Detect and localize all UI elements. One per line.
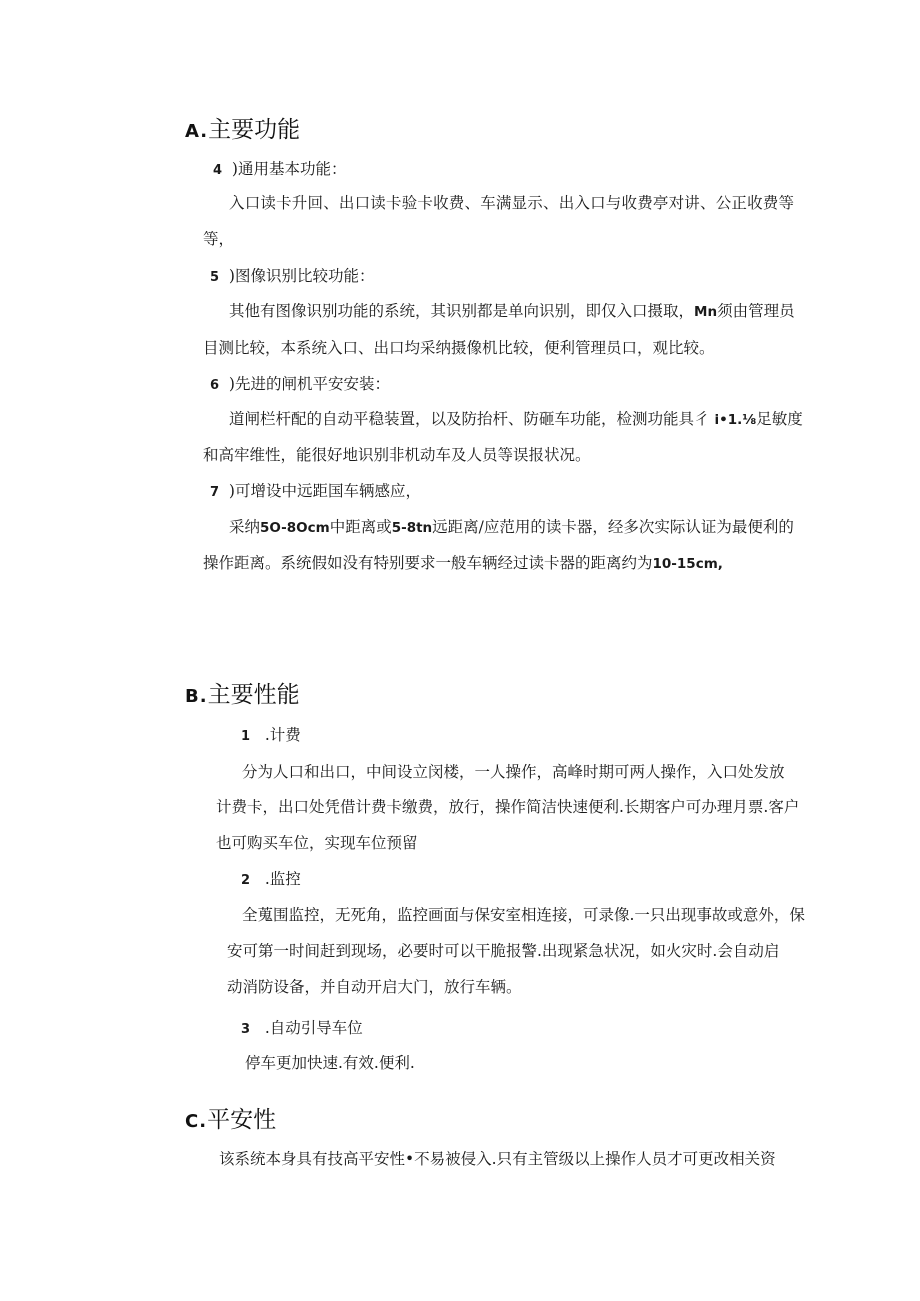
paragraph-line: 计费卡，出口处凭借计费卡缴费，放行，操作简洁快速便利.长期客户可办理月票.客户 [216, 798, 800, 816]
text-run: 10-15cm, [652, 556, 723, 572]
paragraph-line [203, 551, 723, 573]
section-b-heading [185, 676, 300, 709]
item-number: 6 [210, 378, 220, 393]
paragraph-line [229, 299, 795, 321]
text-run: 采纳 [229, 518, 261, 536]
item-a4 [213, 157, 346, 179]
item-b3 [241, 1016, 363, 1038]
paragraph-line: 目测比较，本系统入口、出口均采纳摄像机比较，便利管理员口，观比较。 [203, 339, 715, 357]
item-title: )通用基本功能： [231, 160, 347, 178]
paragraph-line: 也可购买车位，实现车位预留 [216, 834, 418, 852]
item-number: 7 [210, 485, 220, 500]
text-run: 5O-8Ocm [260, 520, 330, 536]
section-c-title: 平安性 [207, 1107, 277, 1133]
paragraph-line: 安可第一时间赶到现场，必要时可以干脆报警.出现紧急状况，如火灾时.会自动启 [227, 942, 780, 960]
text-run: 中距离或 [329, 518, 392, 536]
text-run: 操作距离。系统假如没有特别要求一般车辆经过读卡器的距离约为 [203, 554, 653, 572]
paragraph-line: 入口读卡升回、出口读卡验卡收费、车满显示、出入口与收费亭对讲、公正收费等 [229, 194, 795, 212]
item-number: 3 [241, 1022, 251, 1037]
section-a-heading [185, 111, 300, 144]
text-run: 须由管理员 [717, 302, 795, 320]
item-a6 [210, 372, 390, 394]
text-run: 远距离/应范用的读卡器，经多次实际认证为最便利的 [432, 518, 794, 536]
paragraph-line: 分为人口和出口，中间设立闵楼，一人操作，高峰时期可两人操作，入口处发放 [242, 763, 785, 781]
item-title: .监控 [264, 870, 301, 888]
item-b2 [241, 867, 301, 889]
item-b1 [241, 723, 301, 745]
section-c-heading [185, 1101, 276, 1134]
text-run: i•1.⅛ [714, 412, 757, 428]
section-b-letter: B. [185, 686, 208, 707]
item-title: )先进的闸机平安安装： [228, 375, 390, 393]
paragraph-line: 和高牢维性，能很好地识别非机动车及人员等误报状况。 [203, 446, 591, 464]
item-a7 [210, 479, 421, 501]
paragraph-line: 等， [203, 230, 235, 248]
text-run: 足敏度 [756, 410, 803, 428]
paragraph-line [229, 515, 794, 537]
section-c-letter: C. [185, 1111, 208, 1132]
paragraph-line [229, 407, 803, 429]
paragraph-line: 动消防设备，并自动开启大门，放行车辆。 [227, 978, 522, 996]
text-run: 其他有图像识别功能的系统，其识别都是单向识别，即仅入口摄取， [229, 302, 695, 320]
section-b-title: 主要性能 [207, 682, 300, 708]
item-title: )可增设中远距国车辆感应， [228, 482, 421, 500]
section-a-title: 主要功能 [208, 117, 301, 143]
item-number: 2 [241, 873, 251, 888]
paragraph-line: 全蒐围监控，无死角，监控画面与保安室相连接，可录像.一只出现事故或意外，保 [242, 906, 805, 924]
paragraph-line: 该系统本身具有技高平安性•不易被侵入.只有主管级以上操作人员才可更改相关资 [219, 1150, 776, 1168]
text-run: Mn [694, 304, 718, 320]
item-title: .自动引导车位 [264, 1019, 363, 1037]
item-number: 1 [241, 729, 251, 744]
item-number: 4 [213, 163, 223, 178]
paragraph-line: 停车更加快速.有效.便利. [245, 1054, 415, 1072]
item-number: 5 [210, 270, 220, 285]
item-title: .计费 [264, 726, 301, 744]
section-a-letter: A. [185, 121, 209, 142]
text-run: 5-8tn [391, 520, 433, 536]
item-a5 [210, 264, 374, 286]
item-title: )图像识别比较功能： [228, 267, 375, 285]
text-run: 道闸栏杆配的自动平稳装置，以及防抬杆、防砸车功能，检测功能具彳 [229, 410, 710, 428]
